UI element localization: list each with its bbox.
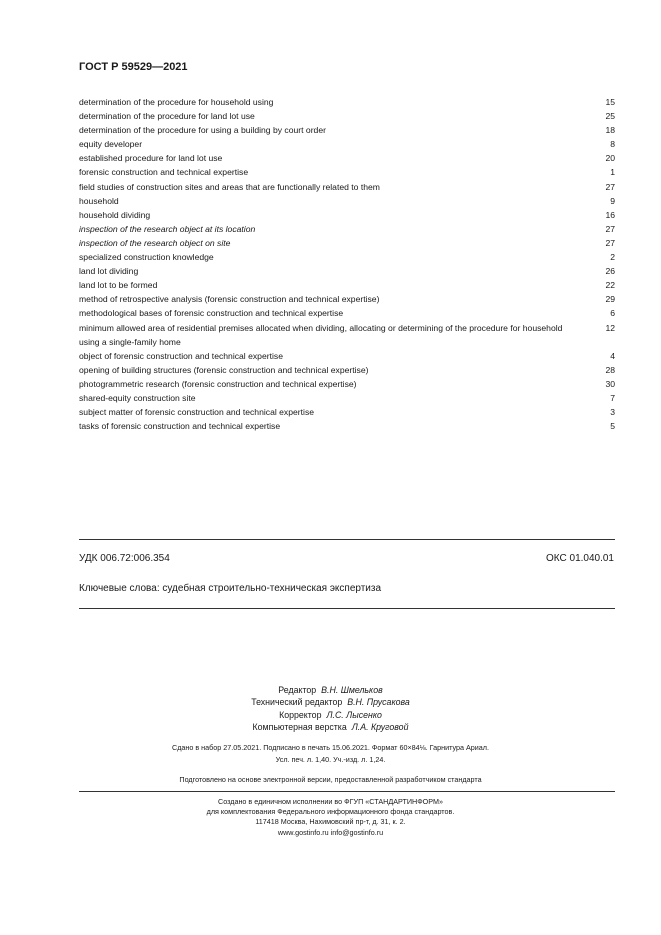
index-term: household bbox=[79, 195, 119, 206]
index-term: land lot to be formed bbox=[79, 280, 158, 291]
index-entry bbox=[79, 391, 615, 405]
divider-bottom bbox=[79, 791, 615, 792]
divider-keywords bbox=[79, 608, 615, 609]
staff-role: Корректор bbox=[279, 709, 322, 720]
index-page-number: 26 bbox=[605, 266, 615, 277]
index-entry bbox=[79, 137, 615, 151]
index-term: determination of the procedure for land lot use bbox=[79, 111, 255, 122]
index-entry bbox=[79, 349, 615, 363]
index-page-number: 16 bbox=[605, 209, 615, 220]
publisher-line-3: 117418 Москва, Нахимовский пр-т, д. 31, к. 2. bbox=[255, 817, 406, 827]
index-term: established procedure for land lot use bbox=[79, 153, 223, 164]
index-term: subject matter of forensic construction and technical expertise bbox=[79, 407, 315, 418]
prepared-note: Подготовлено на основе электронной версии, предоставленной разработчиком стандарта bbox=[179, 775, 482, 784]
index-page-number: 8 bbox=[610, 139, 615, 150]
index-entry bbox=[79, 250, 615, 264]
index-page-number: 1 bbox=[610, 167, 615, 178]
publisher-line-1: Создано в единичном исполнении во ФГУП «СТАНДАРТИНФОРМ» bbox=[218, 797, 443, 806]
index-page-number: 7 bbox=[610, 392, 615, 403]
staff-entry bbox=[0, 684, 661, 696]
keywords: Ключевые слова: судебная строительно-техническая экспертиза bbox=[79, 583, 382, 594]
standard-designation: ГОСТ Р 59529—2021 bbox=[79, 61, 188, 73]
index-page-number: 6 bbox=[610, 308, 615, 319]
index-term: determination of the procedure for household using bbox=[79, 97, 274, 107]
index-entry bbox=[79, 236, 615, 250]
index-entry bbox=[79, 292, 615, 306]
index-term: inspection of the research object at its location bbox=[79, 223, 256, 234]
alphabetical-index bbox=[79, 95, 615, 433]
index-term: specialized construction knowledge bbox=[79, 252, 214, 263]
index-term: field studies of construction sites and areas that are functionally related to them bbox=[79, 181, 380, 192]
index-page-number: 30 bbox=[605, 378, 615, 389]
divider-top bbox=[79, 539, 615, 540]
index-term: method of retrospective analysis (forensic construction and technical expertise) bbox=[79, 294, 380, 305]
index-page-number: 27 bbox=[605, 237, 615, 248]
staff-role: Редактор bbox=[278, 685, 317, 695]
index-entry bbox=[79, 377, 615, 391]
publisher-info bbox=[0, 797, 661, 838]
index-page-number: 25 bbox=[605, 111, 615, 122]
index-entry bbox=[79, 405, 615, 419]
staff-entry bbox=[0, 696, 661, 708]
index-term: household dividing bbox=[79, 209, 151, 220]
index-term: shared-equity construction site bbox=[79, 392, 196, 403]
index-term: methodological bases of forensic construction and technical expertise bbox=[79, 308, 344, 319]
index-entry bbox=[79, 306, 615, 320]
print-details-line-2: Усл. печ. л. 1,40. Уч.-изд. л. 1,24. bbox=[275, 754, 386, 764]
index-term: determination of the procedure for using a building by court order bbox=[79, 125, 326, 136]
index-page-number: 2 bbox=[610, 252, 615, 263]
index-entry bbox=[79, 95, 615, 109]
index-page-number: 29 bbox=[605, 294, 615, 305]
index-term: tasks of forensic construction and technical expertise bbox=[79, 421, 281, 432]
staff-entry bbox=[0, 709, 661, 721]
index-entry bbox=[79, 151, 615, 165]
index-term: minimum allowed area of residential premises allocated when dividing, allocating or determining of the procedure for household using a single-family home bbox=[79, 322, 563, 347]
index-page-number: 4 bbox=[610, 350, 615, 361]
editorial-staff bbox=[0, 684, 661, 733]
index-entry bbox=[79, 165, 615, 179]
staff-entry bbox=[0, 721, 661, 733]
publisher-line-2: для комплектования Федерального информационного фонда стандартов. bbox=[206, 807, 455, 817]
index-page-number: 27 bbox=[605, 181, 615, 192]
index-entry bbox=[79, 208, 615, 222]
index-page-number: 9 bbox=[610, 195, 615, 206]
oks-code: ОКС 01.040.01 bbox=[546, 553, 614, 564]
staff-role: Технический редактор bbox=[251, 697, 343, 708]
index-term: inspection of the research object on site bbox=[79, 237, 231, 248]
index-page-number: 22 bbox=[605, 280, 615, 291]
index-entry bbox=[79, 264, 615, 278]
staff-role: Компьютерная верстка bbox=[252, 721, 347, 732]
staff-name: Л.А. Круговой bbox=[351, 721, 409, 732]
index-term: forensic construction and technical expertise bbox=[79, 167, 249, 178]
index-page-number: 5 bbox=[610, 421, 615, 432]
index-page-number: 28 bbox=[605, 364, 615, 375]
index-entry bbox=[79, 109, 615, 123]
index-entry bbox=[79, 278, 615, 292]
index-term: land lot dividing bbox=[79, 266, 139, 277]
staff-name: В.Н. Прусакова bbox=[347, 697, 410, 708]
index-entry bbox=[79, 123, 615, 137]
index-entry bbox=[79, 321, 615, 349]
staff-name: В.Н. Шмельков bbox=[321, 685, 383, 695]
index-entry bbox=[79, 180, 615, 194]
publisher-line-4: www.gostinfo.ru info@gostinfo.ru bbox=[277, 827, 384, 837]
index-page-number: 12 bbox=[605, 322, 615, 333]
index-page-number: 20 bbox=[605, 153, 615, 164]
index-page-number: 27 bbox=[605, 223, 615, 234]
index-term: photogrammetric research (forensic construction and technical expertise) bbox=[79, 378, 357, 389]
index-entry bbox=[79, 194, 615, 208]
index-term: equity developer bbox=[79, 139, 143, 150]
index-page-number: 3 bbox=[610, 407, 615, 418]
index-page-number: 18 bbox=[605, 125, 615, 136]
index-term: opening of building structures (forensic construction and technical expertise) bbox=[79, 364, 369, 375]
print-details-line-1: Сдано в набор 27.05.2021. Подписано в печать 15.06.2021. Формат 60×84⅛. Гарнитура Ариал. bbox=[172, 743, 489, 752]
index-entry bbox=[79, 222, 615, 236]
staff-name: Л.С. Лысенко bbox=[326, 709, 382, 720]
index-page-number: 15 bbox=[605, 97, 615, 107]
index-entry bbox=[79, 419, 615, 433]
udk-code: УДК 006.72:006.354 bbox=[79, 553, 170, 564]
index-term: object of forensic construction and technical expertise bbox=[79, 350, 283, 361]
index-entry bbox=[79, 363, 615, 377]
print-details bbox=[0, 742, 661, 765]
